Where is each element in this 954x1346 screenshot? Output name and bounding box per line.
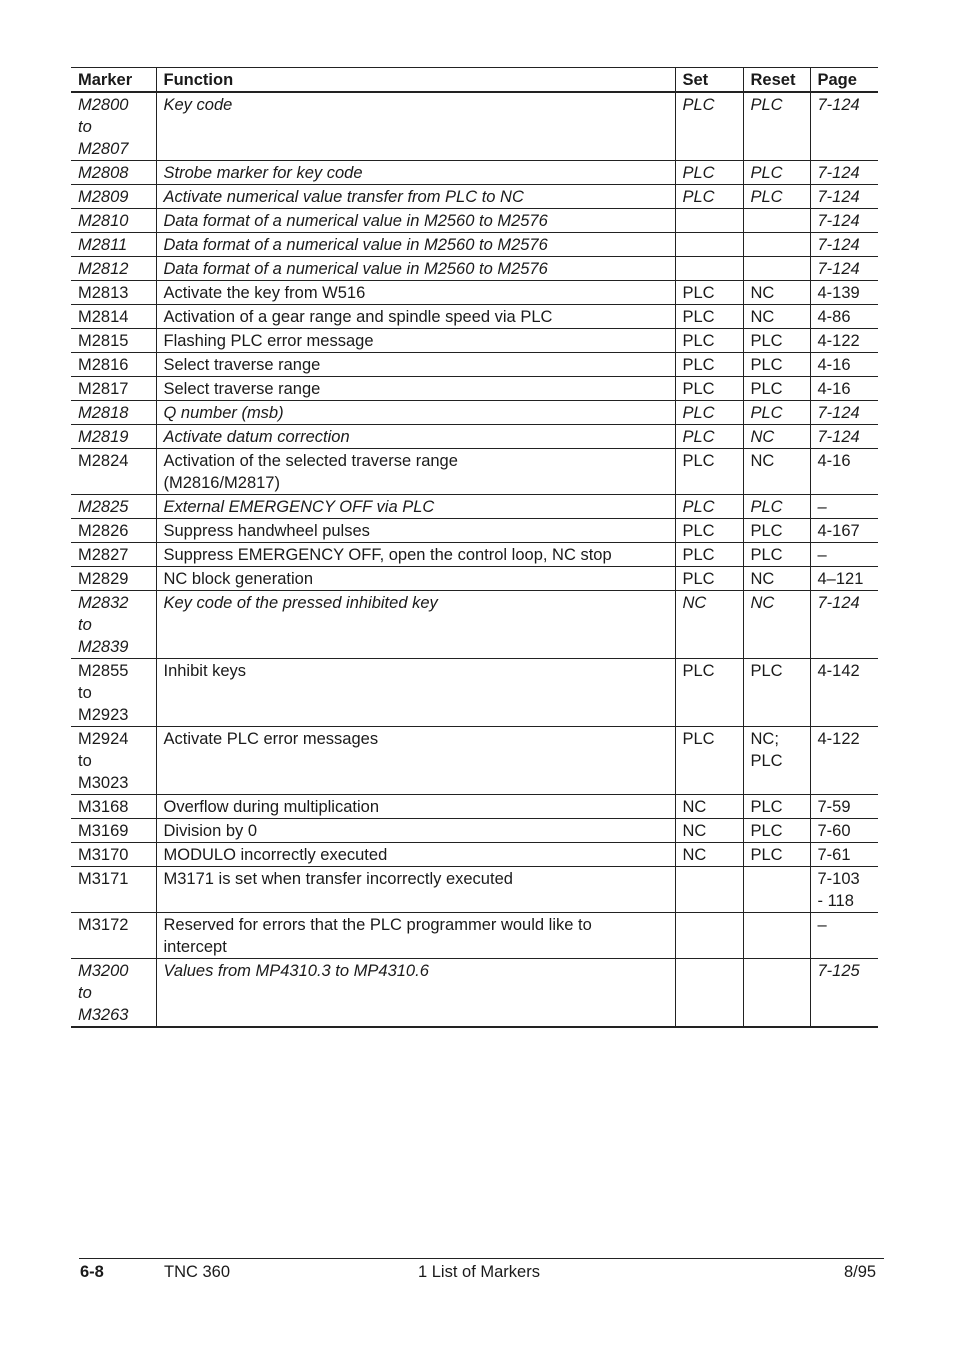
set-cell	[675, 233, 743, 257]
function-cell: Strobe marker for key code	[156, 161, 675, 185]
table-row	[71, 377, 878, 401]
reset-cell: PLC	[743, 185, 810, 209]
marker-cell: M3169	[71, 819, 156, 843]
reset-cell: PLC	[743, 329, 810, 353]
reset-cell: NC	[743, 305, 810, 329]
table-row	[71, 257, 878, 281]
page-cell: 7-60	[810, 819, 878, 843]
set-cell: PLC	[675, 377, 743, 401]
page-cell: 4-122	[810, 329, 878, 353]
function-cell: M3171 is set when transfer incorrectly executed	[156, 867, 675, 913]
table-row	[71, 867, 878, 913]
set-cell	[675, 913, 743, 959]
header-function: Function	[156, 68, 675, 93]
reset-cell: PLC	[743, 161, 810, 185]
set-cell: PLC	[675, 543, 743, 567]
page-cell: 7-61	[810, 843, 878, 867]
table-row	[71, 185, 878, 209]
table-row	[71, 843, 878, 867]
table-row	[71, 401, 878, 425]
header-set: Set	[675, 68, 743, 93]
set-cell: NC	[675, 843, 743, 867]
marker-cell: M3168	[71, 795, 156, 819]
function-cell: Values from MP4310.3 to MP4310.6	[156, 959, 675, 1028]
page-cell: –	[810, 495, 878, 519]
set-cell: PLC	[675, 727, 743, 795]
reset-cell	[743, 233, 810, 257]
table-row	[71, 519, 878, 543]
marker-cell: M2808	[71, 161, 156, 185]
table-row	[71, 819, 878, 843]
table-row	[71, 305, 878, 329]
marker-cell: M2855 to M2923	[71, 659, 156, 727]
table-row	[71, 727, 878, 795]
page-cell: 7-124	[810, 401, 878, 425]
marker-cell: M2813	[71, 281, 156, 305]
reset-cell	[743, 257, 810, 281]
footer-page-number: 6-8	[80, 1263, 104, 1281]
reset-cell: PLC	[743, 92, 810, 161]
table-row	[71, 449, 878, 495]
marker-cell: M2819	[71, 425, 156, 449]
page-cell: 4–121	[810, 567, 878, 591]
function-cell: Overflow during multiplication	[156, 795, 675, 819]
page-cell: –	[810, 543, 878, 567]
page-cell: 7-124	[810, 425, 878, 449]
marker-cell: M3170	[71, 843, 156, 867]
table-row	[71, 567, 878, 591]
table-row	[71, 543, 878, 567]
set-cell: PLC	[675, 425, 743, 449]
set-cell: PLC	[675, 495, 743, 519]
footer-date: 8/95	[844, 1263, 877, 1281]
table-row	[71, 281, 878, 305]
reset-cell: NC; PLC	[743, 727, 810, 795]
marker-cell: M2829	[71, 567, 156, 591]
set-cell	[675, 209, 743, 233]
reset-cell: PLC	[743, 519, 810, 543]
function-cell: Suppress handwheel pulses	[156, 519, 675, 543]
reset-cell: PLC	[743, 401, 810, 425]
page-cell: 7-124	[810, 185, 878, 209]
reset-cell: PLC	[743, 843, 810, 867]
table-row	[71, 353, 878, 377]
marker-cell: M2818	[71, 401, 156, 425]
footer-divider	[79, 1258, 884, 1259]
table-body	[71, 92, 878, 1027]
set-cell: NC	[675, 591, 743, 659]
function-cell: Flashing PLC error message	[156, 329, 675, 353]
function-cell: Activate datum correction	[156, 425, 675, 449]
table-row	[71, 495, 878, 519]
set-cell: PLC	[675, 185, 743, 209]
reset-cell	[743, 913, 810, 959]
function-cell: Suppress EMERGENCY OFF, open the control loop, NC stop	[156, 543, 675, 567]
set-cell: NC	[675, 795, 743, 819]
set-cell: PLC	[675, 305, 743, 329]
reset-cell: NC	[743, 425, 810, 449]
marker-cell: M2832 to M2839	[71, 591, 156, 659]
page-cell: 4-86	[810, 305, 878, 329]
table-row	[71, 659, 878, 727]
function-cell: Key code of the pressed inhibited key	[156, 591, 675, 659]
function-cell: Data format of a numerical value in M2560 to M2576	[156, 257, 675, 281]
function-cell: Data format of a numerical value in M2560 to M2576	[156, 233, 675, 257]
footer-section: 1 List of Markers	[418, 1263, 540, 1281]
function-cell: Activate PLC error messages	[156, 727, 675, 795]
marker-cell: M2816	[71, 353, 156, 377]
marker-cell: M2815	[71, 329, 156, 353]
marker-cell: M2814	[71, 305, 156, 329]
page-cell: 4-16	[810, 449, 878, 495]
set-cell: PLC	[675, 161, 743, 185]
page-cell: 7-124	[810, 257, 878, 281]
footer-model: TNC 360	[164, 1263, 231, 1281]
reset-cell: PLC	[743, 377, 810, 401]
set-cell: PLC	[675, 92, 743, 161]
table-row	[71, 913, 878, 959]
page-cell: 4-16	[810, 377, 878, 401]
reset-cell: PLC	[743, 659, 810, 727]
set-cell	[675, 959, 743, 1028]
reset-cell: PLC	[743, 819, 810, 843]
reset-cell: PLC	[743, 495, 810, 519]
page-cell: 7-124	[810, 209, 878, 233]
marker-table	[71, 67, 878, 1028]
marker-cell: M2809	[71, 185, 156, 209]
function-cell: Activate numerical value transfer from PLC to NC	[156, 185, 675, 209]
set-cell	[675, 867, 743, 913]
marker-cell: M3171	[71, 867, 156, 913]
reset-cell: NC	[743, 449, 810, 495]
table-row	[71, 209, 878, 233]
reset-cell: PLC	[743, 353, 810, 377]
header-reset: Reset	[743, 68, 810, 93]
page-cell: –	[810, 913, 878, 959]
function-cell: Select traverse range	[156, 377, 675, 401]
function-cell: Activate the key from W516	[156, 281, 675, 305]
function-cell: Reserved for errors that the PLC programmer would like to intercept	[156, 913, 675, 959]
function-cell: Activation of the selected traverse range (M2816/M2817)	[156, 449, 675, 495]
set-cell: PLC	[675, 449, 743, 495]
page-cell: 4-122	[810, 727, 878, 795]
marker-cell: M2824	[71, 449, 156, 495]
set-cell: PLC	[675, 329, 743, 353]
reset-cell: NC	[743, 591, 810, 659]
set-cell: PLC	[675, 519, 743, 543]
function-cell: Key code	[156, 92, 675, 161]
marker-cell: M2825	[71, 495, 156, 519]
marker-cell: M3172	[71, 913, 156, 959]
function-cell: Q number (msb)	[156, 401, 675, 425]
table-row	[71, 959, 878, 1028]
table-row	[71, 591, 878, 659]
set-cell: PLC	[675, 659, 743, 727]
set-cell: PLC	[675, 401, 743, 425]
reset-cell: NC	[743, 567, 810, 591]
marker-cell: M2827	[71, 543, 156, 567]
function-cell: Activation of a gear range and spindle speed via PLC	[156, 305, 675, 329]
marker-cell: M2811	[71, 233, 156, 257]
reset-cell: PLC	[743, 543, 810, 567]
table-header-row	[71, 68, 878, 93]
function-cell: External EMERGENCY OFF via PLC	[156, 495, 675, 519]
set-cell: NC	[675, 819, 743, 843]
header-page: Page	[810, 68, 878, 93]
marker-cell: M2812	[71, 257, 156, 281]
marker-cell: M3200 to M3263	[71, 959, 156, 1028]
marker-cell: M2810	[71, 209, 156, 233]
reset-cell	[743, 867, 810, 913]
reset-cell: PLC	[743, 795, 810, 819]
page-cell: 7-103 - 118	[810, 867, 878, 913]
marker-cell: M2800 to M2807	[71, 92, 156, 161]
page-cell: 7-125	[810, 959, 878, 1028]
table-row	[71, 233, 878, 257]
set-cell	[675, 257, 743, 281]
reset-cell: NC	[743, 281, 810, 305]
function-cell: Data format of a numerical value in M2560 to M2576	[156, 209, 675, 233]
page-cell: 4-167	[810, 519, 878, 543]
page-cell: 7-124	[810, 591, 878, 659]
page-cell: 7-124	[810, 161, 878, 185]
table-row	[71, 329, 878, 353]
table-row	[71, 795, 878, 819]
page-cell: 7-124	[810, 92, 878, 161]
function-cell: Division by 0	[156, 819, 675, 843]
function-cell: NC block generation	[156, 567, 675, 591]
set-cell: PLC	[675, 281, 743, 305]
page-cell: 7-124	[810, 233, 878, 257]
reset-cell	[743, 959, 810, 1028]
table-row	[71, 425, 878, 449]
marker-cell: M2826	[71, 519, 156, 543]
marker-cell: M2924 to M3023	[71, 727, 156, 795]
set-cell: PLC	[675, 353, 743, 377]
page-cell: 4-139	[810, 281, 878, 305]
function-cell: Inhibit keys	[156, 659, 675, 727]
header-marker: Marker	[71, 68, 156, 93]
table-row	[71, 92, 878, 161]
set-cell: PLC	[675, 567, 743, 591]
page-cell: 4-16	[810, 353, 878, 377]
table-row	[71, 161, 878, 185]
page-cell: 7-59	[810, 795, 878, 819]
reset-cell	[743, 209, 810, 233]
marker-cell: M2817	[71, 377, 156, 401]
function-cell: MODULO incorrectly executed	[156, 843, 675, 867]
function-cell: Select traverse range	[156, 353, 675, 377]
page-cell: 4-142	[810, 659, 878, 727]
